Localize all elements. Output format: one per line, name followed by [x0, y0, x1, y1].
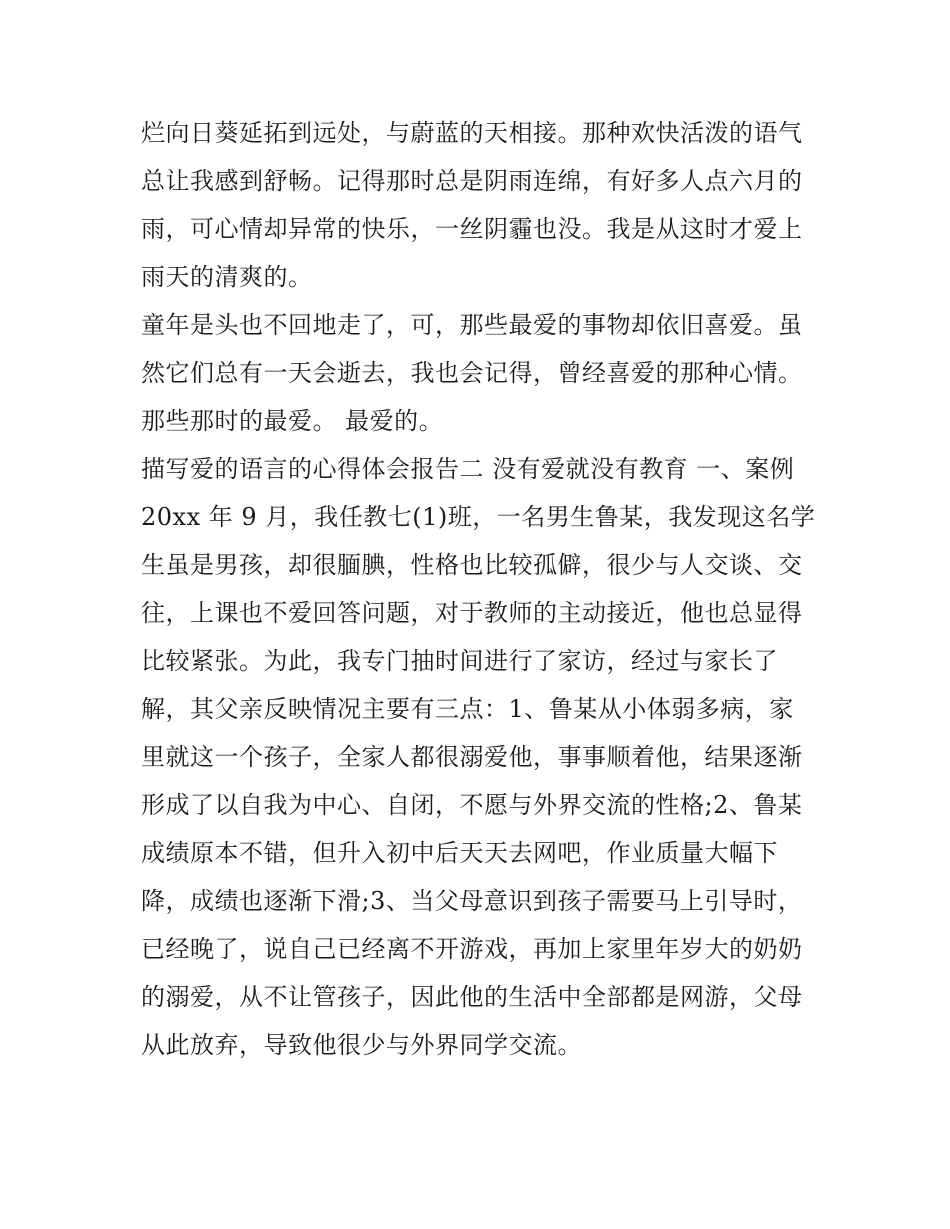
document-body [141, 109, 821, 1069]
section-heading-line: 描写爱的语言的心得体会报告二 没有爱就没有教育 一、案例 [141, 455, 795, 483]
text-line: 形成了以自我为中心、自闭，不愿与外界交流的性格;2、鲁某 [141, 791, 803, 819]
text-line: 解，其父亲反映情况主要有三点：1、鲁某从小体弱多病，家 [141, 695, 794, 723]
text-line: 20xx 年 9 月，我任教七(1)班，一名男生鲁某，我发现这名学 [141, 503, 816, 531]
text-line: 雨天的清爽的。 [141, 263, 313, 291]
text-line: 比较紧张。为此，我专门抽时间进行了家访，经过与家长了 [141, 647, 778, 675]
text-line: 降，成绩也逐渐下滑;3、当父母意识到孩子需要马上引导时， [141, 887, 803, 915]
text-line: 总让我感到舒畅。记得那时总是阴雨连绵，有好多人点六月的 [141, 167, 803, 195]
text-line: 然它们总有一天会逝去，我也会记得，曾经喜爱的那种心情。 [141, 359, 803, 387]
text-line: 生虽是男孩，却很腼腆，性格也比较孤僻，很少与人交谈、交 [141, 551, 803, 579]
text-line: 往，上课也不爱回答问题，对于教师的主动接近，他也总显得 [141, 599, 803, 627]
text-line: 烂向日葵延拓到远处，与蔚蓝的天相接。那种欢快活泼的语气 [141, 119, 803, 147]
text-line: 雨，可心情却异常的快乐，一丝阴霾也没。我是从这时才爱上 [141, 215, 803, 243]
text-line: 那些那时的最爱。 最爱的。 [141, 407, 444, 435]
text-line: 从此放弃，导致他很少与外界同学交流。 [141, 1031, 582, 1059]
text-line: 的溺爱，从不让管孩子，因此他的生活中全部都是网游，父母 [141, 983, 803, 1011]
text-line: 成绩原本不错，但升入初中后天天去网吧，作业质量大幅下 [141, 839, 778, 867]
text-line: 童年是头也不回地走了，可，那些最爱的事物却依旧喜爱。虽 [141, 311, 803, 339]
text-line: 已经晚了，说自己已经离不开游戏，再加上家里年岁大的奶奶 [141, 935, 803, 963]
text-line: 里就这一个孩子，全家人都很溺爱他，事事顺着他，结果逐渐 [141, 743, 803, 771]
